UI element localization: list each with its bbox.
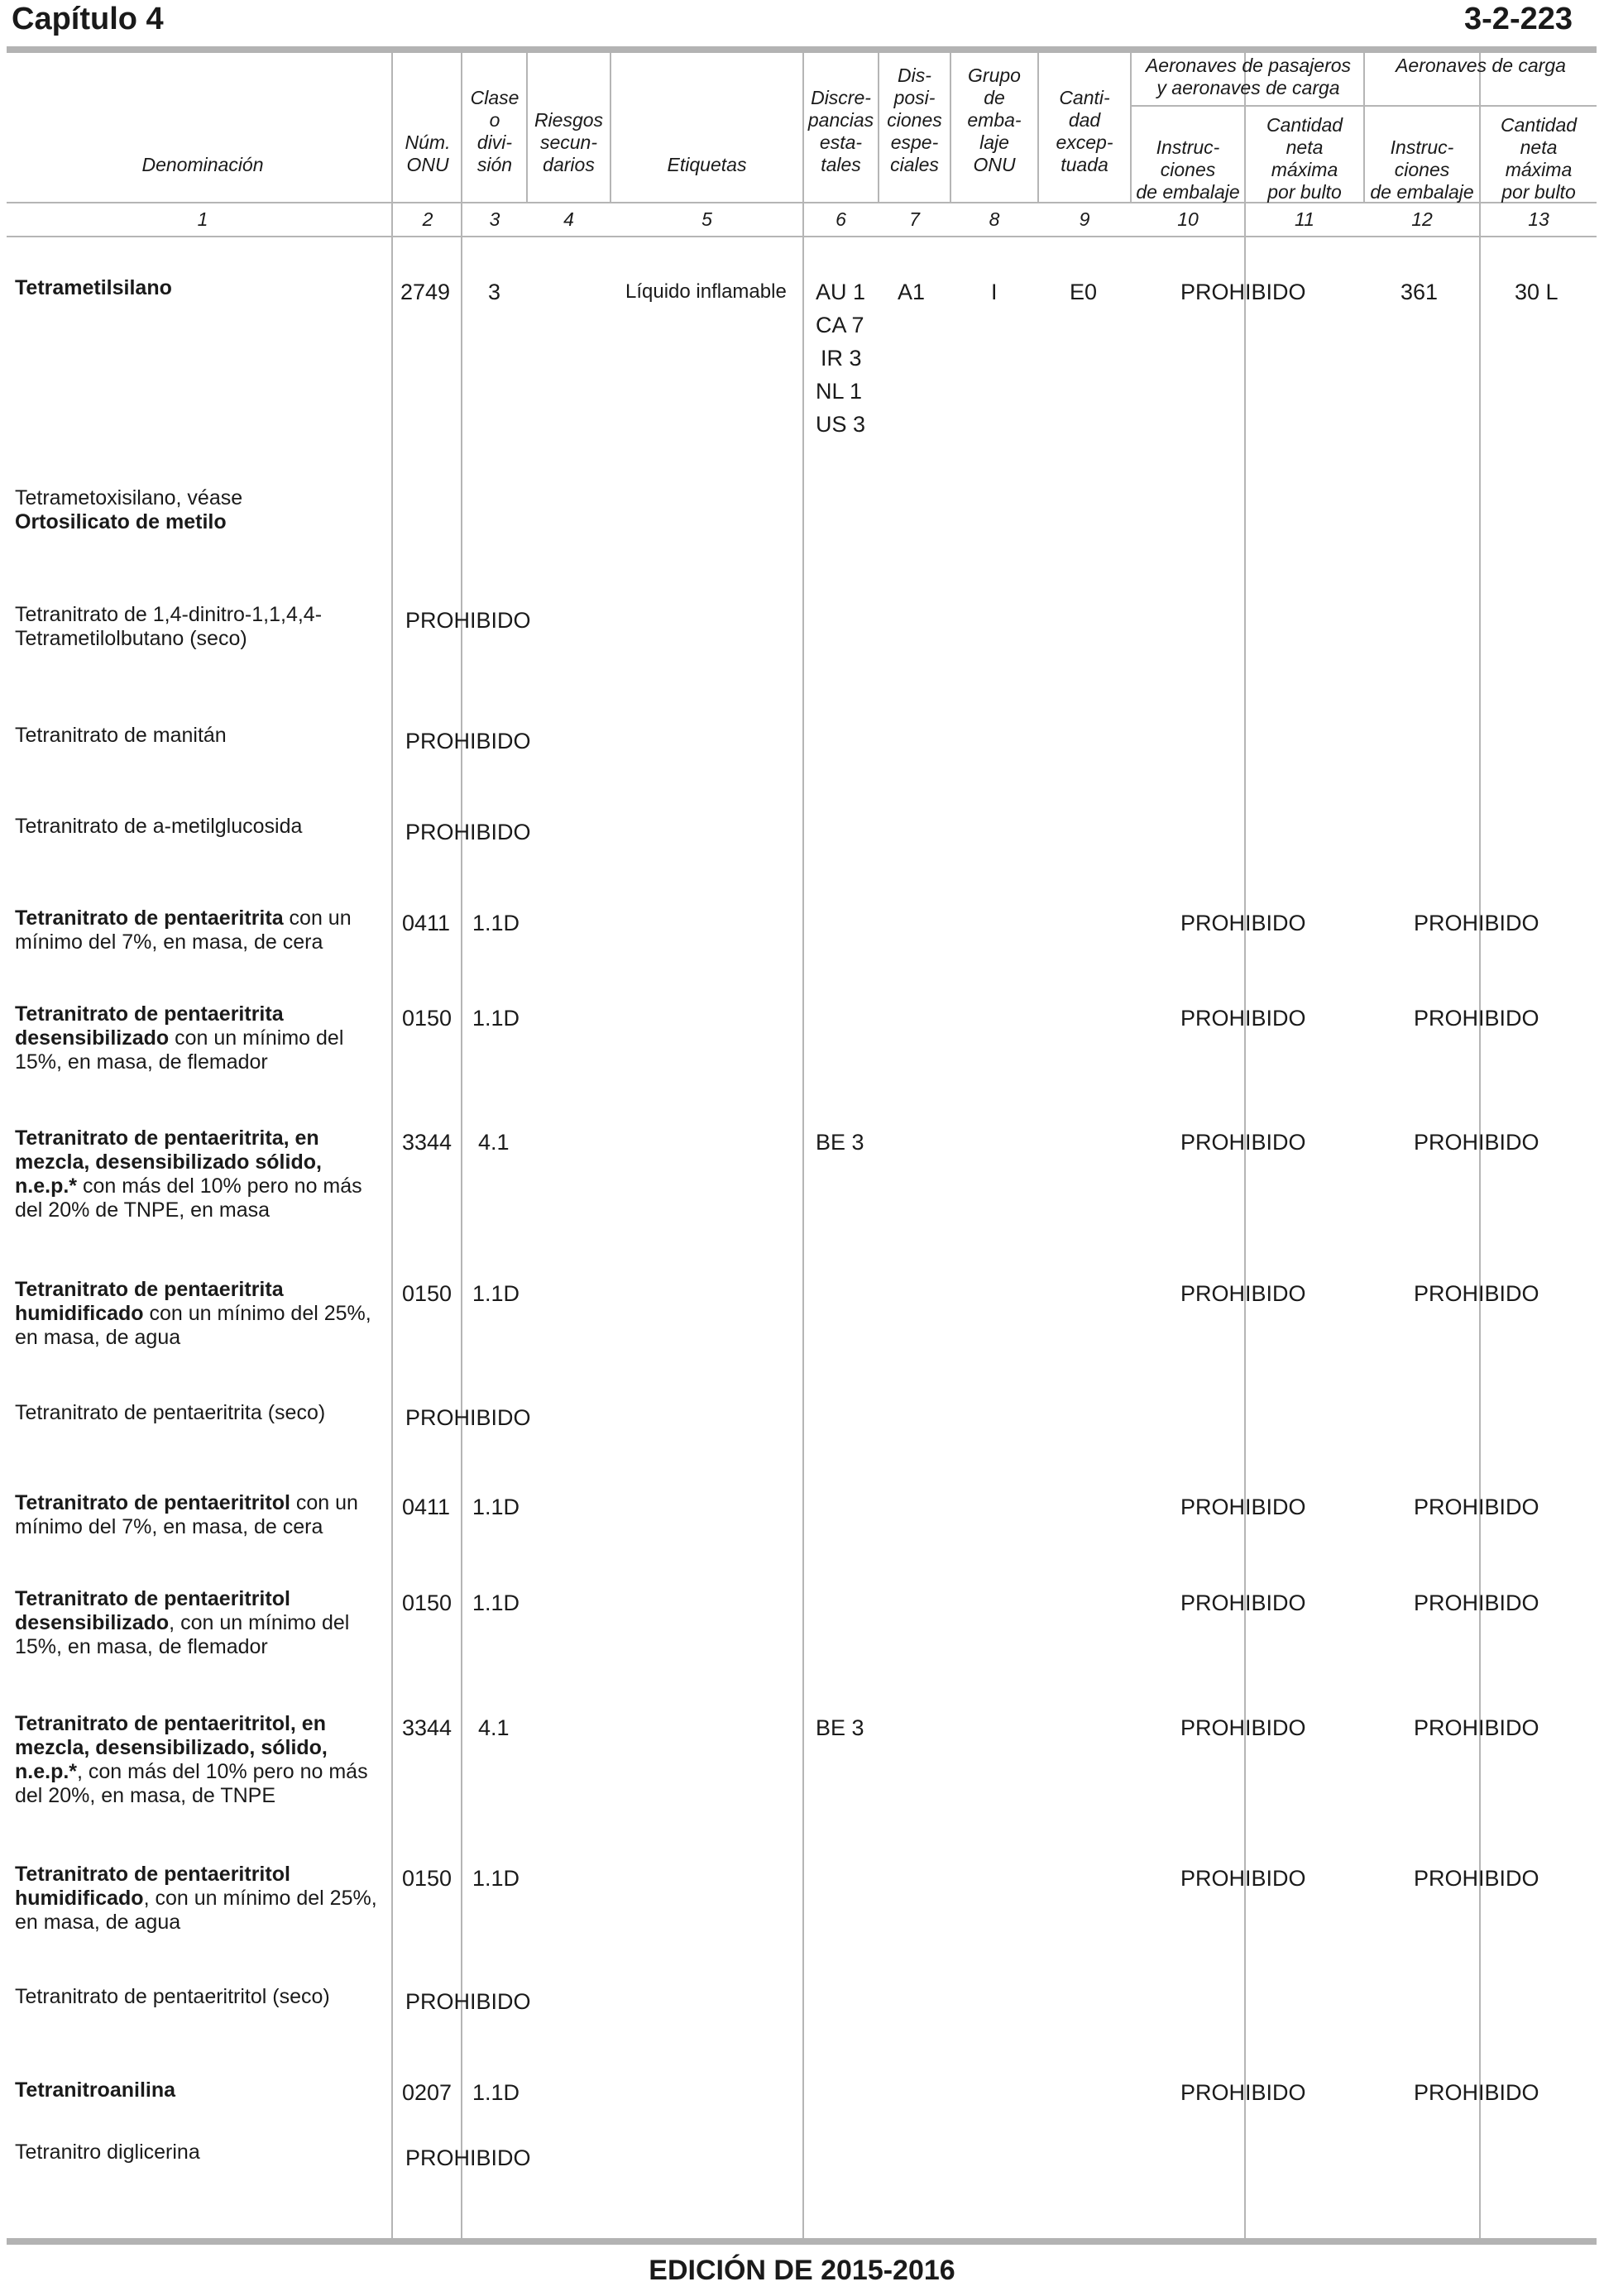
row-clase: 1.1D [472,1866,520,1891]
row-clase: 1.1D [472,911,520,935]
col-number: 13 [1528,208,1549,230]
row-pax-instr: PROHIBIDO [1180,1495,1306,1519]
row-clase: 4.1 [478,1715,510,1740]
row-cargo-instr: PROHIBIDO [1414,1006,1539,1031]
row-cargo-instr: PROHIBIDO [1414,1495,1539,1519]
col-number: 3 [489,208,500,230]
col-number: 2 [422,208,433,230]
row-clase: 3 [488,280,501,304]
col-header-disposiciones: Dis- posi- ciones espe- ciales [887,65,942,175]
edition-footer: EDICIÓN DE 2015-2016 [649,2255,955,2286]
row-pax-instr: PROHIBIDO [1180,1130,1306,1155]
col-number: 10 [1177,208,1199,230]
row-cargo-instr: PROHIBIDO [1414,1281,1539,1306]
col-header-clase: Clase o divi- sión [470,87,520,175]
col-number: 4 [563,208,574,230]
row-name: Tetranitrato de pentaeritritol desensibilizado, con un mínimo del 15%, en masa, de flemador [15,1587,350,1658]
col-number: 1 [197,208,208,230]
row-cargo-instr: PROHIBIDO [1414,911,1539,935]
row-un: 0207 [402,2080,452,2105]
row-name: Tetranitrato de manitán [15,724,227,747]
row-name: Tetranitrato de pentaeritritol con un mínimo del 7%, en masa, de cera [15,1491,358,1538]
chapter-title: Capítulo 4 [12,2,164,36]
row-discrepancia: US 3 [816,412,866,437]
col-header-cantidad-exceptuada: Canti- dad excep- tuada [1056,87,1113,175]
row-un: 0150 [402,1006,452,1031]
row-discrepancia: BE 3 [816,1130,864,1155]
col-number: 11 [1295,208,1314,230]
col-header-cargo-qty: Cantidad neta máxima por bulto [1500,114,1578,203]
row-clase: 4.1 [478,1130,510,1155]
row-pax-instr: PROHIBIDO [1180,1866,1306,1891]
row-pax-instr: PROHIBIDO [1180,280,1306,304]
col-number: 6 [836,208,846,230]
row-name: Tetranitrato de pentaeritrita desensibilizado con un mínimo del 15%, en masa, de flemador [15,1002,344,1074]
row-name: Tetranitrato de pentaeritrita humidificado con un mínimo del 25%, en masa, de agua [15,1278,371,1349]
row-cargo-instr: PROHIBIDO [1414,1715,1539,1740]
col-divider [802,53,804,2238]
col-header-discrepancias: Discre- pancias esta- tales [807,87,874,175]
row-clase: 1.1D [472,1006,520,1031]
row-cargo-qty: 30 L [1515,280,1559,304]
col-number: 8 [989,208,1000,230]
row-un: 0411 [402,911,451,935]
row-un: 3344 [402,1130,452,1155]
row-name: Tetranitrato de pentaeritritol humidificado, con un mínimo del 25%, en masa, de agua [15,1863,377,1934]
col-divider [461,53,462,2238]
col-header-cargo-instr: Instruc- ciones de embalaje [1370,136,1474,203]
row-un: 0150 [402,1590,452,1615]
row-name: Tetranitrato de pentaeritrita (seco) [15,1401,326,1424]
row-name: Tetranitrato de pentaeritrita con un mínimo del 7%, en masa, de cera [15,906,352,954]
row-name: Tetranitrato de a-metilglucosida [15,815,303,838]
row-un: PROHIBIDO [405,1989,531,2014]
col-number: 12 [1411,208,1433,230]
row-cargo-instr: PROHIBIDO [1414,2080,1539,2105]
row-pax-instr: PROHIBIDO [1180,2080,1306,2105]
row-un: 0150 [402,1866,452,1891]
row-un: PROHIBIDO [405,820,531,844]
row-un: PROHIBIDO [405,1405,531,1430]
page-number: 3-2-223 [1464,2,1573,36]
row-un: 3344 [402,1715,452,1740]
column-number-divider [7,236,1597,237]
row-name: Tetrametilsilano [15,276,172,299]
col-number: 7 [909,208,920,230]
row-un: PROHIBIDO [405,608,531,633]
row-clase: 1.1D [472,1495,520,1519]
row-un: 2749 [400,280,451,304]
row-name: Tetranitrato de pentaeritritol, en mezcla, desensibilizado, sólido, n.e.p.*, con más del 10% pero no más del 20%, en masa, de TNPE [15,1712,368,1807]
row-discrepancia: BE 3 [816,1715,864,1740]
row-pax-instr: PROHIBIDO [1180,1715,1306,1740]
row-un: 0411 [402,1495,451,1519]
row-name: Tetrametoxisilano, véase Ortosilicato de metilo [15,486,243,533]
col-header-etiquetas: Etiquetas [667,154,747,175]
row-clase: 1.1D [472,1281,520,1306]
row-discrepancia: AU 1 [816,280,866,304]
row-grupo: I [991,280,998,304]
col-header-denominacion: Denominación [141,154,264,175]
row-discrepancia: NL 1 [816,379,863,404]
top-rule [7,46,1597,53]
col-header-pax-instr: Instruc- ciones de embalaje [1136,136,1240,203]
row-discrepancia: CA 7 [816,313,864,337]
col-divider [391,53,393,2238]
row-name: Tetranitrato de 1,4-dinitro-1,1,4,4-Tetrametilolbutano (seco) [15,603,323,650]
row-name: Tetranitrato de pentaeritritol (seco) [15,1985,330,2008]
row-discrepancia: IR 3 [821,346,862,371]
row-pax-instr: PROHIBIDO [1180,1590,1306,1615]
row-cargo-instr: PROHIBIDO [1414,1130,1539,1155]
row-name: Tetranitrato de pentaeritrita, en mezcla, desensibilizado sólido, n.e.p.* con más del 10% pero no más del 20% de TNPE, en masa [15,1126,362,1222]
col-header-num-onu: Núm. ONU [405,132,451,175]
row-un: 0150 [402,1281,452,1306]
col-header-grupo: Grupo de emba- laje ONU [967,65,1022,175]
col-header-riesgos: Riesgos secun- darios [534,109,604,175]
row-disposiciones: A1 [898,280,926,304]
col-number: 5 [701,208,712,230]
col-header-pax-group: Aeronaves de pasajeros y aeronaves de carga [1145,55,1352,98]
row-pax-instr: PROHIBIDO [1180,1281,1306,1306]
row-un: PROHIBIDO [405,729,531,753]
col-header-cargo-group: Aeronaves de carga [1396,55,1566,76]
row-name: Tetranitro diglicerina [15,2141,200,2164]
row-cargo-instr: PROHIBIDO [1414,1590,1539,1615]
row-pax-instr: PROHIBIDO [1180,911,1306,935]
row-clase: 1.1D [472,2080,520,2105]
row-pax-instr: PROHIBIDO [1180,1006,1306,1031]
row-name: Tetranitroanilina [15,2078,176,2102]
col-number: 9 [1079,208,1090,230]
row-cargo-instr: 361 [1401,280,1439,304]
row-un: PROHIBIDO [405,2145,531,2170]
col-header-pax-qty: Cantidad neta máxima por bulto [1266,114,1343,203]
col-divider [610,53,611,202]
bottom-rule [7,2238,1597,2245]
row-etiqueta: Líquido inflamable [625,280,787,303]
row-cargo-instr: PROHIBIDO [1414,1866,1539,1891]
row-clase: 1.1D [472,1590,520,1615]
row-cantidad-exceptuada: E0 [1070,280,1098,304]
